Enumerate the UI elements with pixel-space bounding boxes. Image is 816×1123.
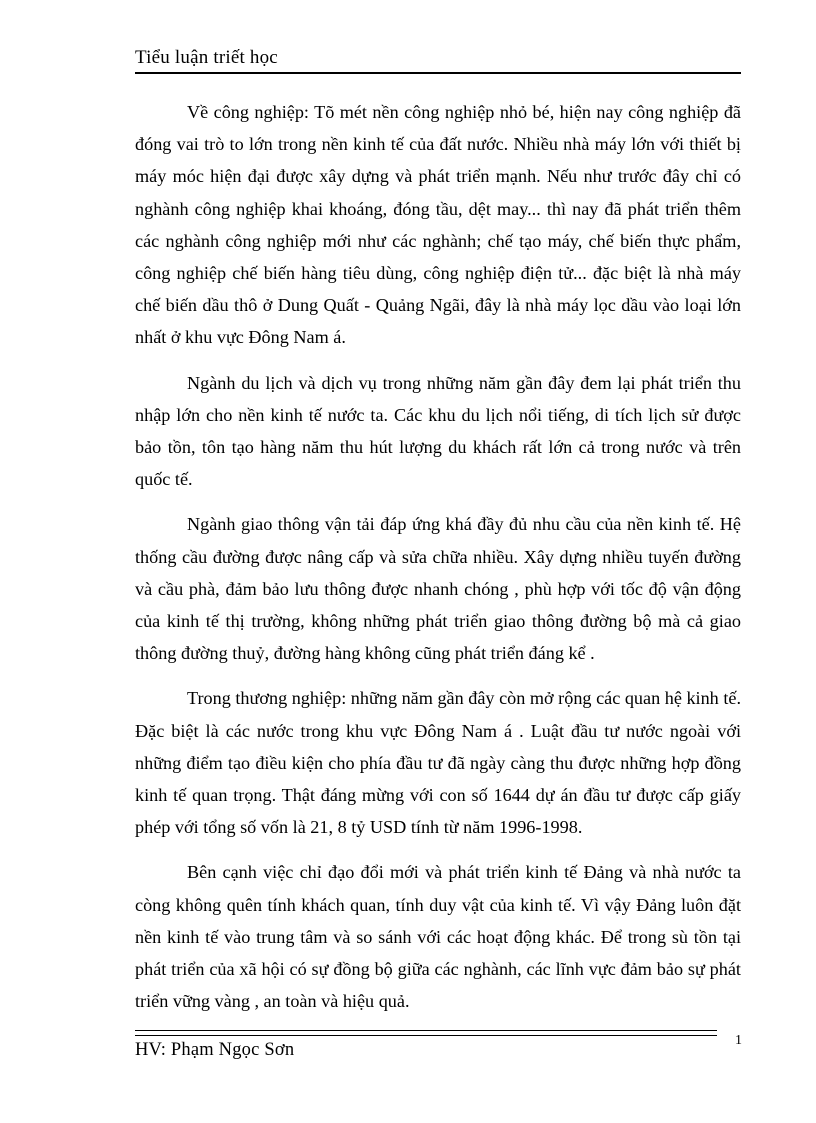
document-title: Tiểu luận triết học bbox=[135, 47, 278, 68]
paragraph-conclusion: Bên cạnh việc chỉ đạo đổi mới và phát triển kinh tế Đảng và nhà nước ta còng không quên tính khách quan, tính duy vật của kinh tế. Vì vậy Đảng luôn đặt nền kinh tế vào trung tâm và so sánh với các hoạt động khác. Để trong sù tồn tại phát triển của xã hội có sự đồng bộ giữa các nghành, các lĩnh vực đảm bảo sự phát triển vững vàng , an toàn và hiệu quả. bbox=[135, 862, 741, 1012]
paragraph-industry: Về công nghiệp: Tõ mét nền công nghiệp nhỏ bé, hiện nay công nghiệp đã đóng vai trò to lớn trong nền kinh tế của đất nước. Nhiều nhà máy lớn với thiết bị máy móc hiện đại được xây dựng và phát triển mạnh. Nếu như trước đây chỉ có nghành công nghiệp khai khoáng, đóng tầu, dệt may... thì nay đã phát triển thêm các nghành công nghiệp mới như các nghành; chế tạo máy, chế biến thực phẩm, công nghiệp chế biến hàng tiêu dùng, công nghiệp điện tử... đặc biệt là nhà máy chế biến dầu thô ở Dung Quất - Quảng Ngãi, đây là nhà máy lọc dầu vào loại lớn nhất ở khu vực Đông Nam á. bbox=[135, 102, 741, 348]
paragraph-tourism: Ngành du lịch và dịch vụ trong những năm gần đây đem lại phát triển thu nhập lớn cho nền kinh tế nước ta. Các khu du lịch nổi tiếng, di tích lịch sử được bảo tồn, tôn tạo hàng năm thu hút lượng du khách rất lớn cả trong nước và trên quốc tế. bbox=[135, 372, 741, 490]
paragraph-commerce: Trong thương nghiệp: những năm gần đây còn mở rộng các quan hệ kinh tế. Đặc biệt là các nước trong khu vực Đông Nam á . Luật đầu tư nước ngoài với những điểm tạo điều kiện cho phía đầu tư đã ngày càng thu được những hợp đồng kinh tế quan trọng. Thật đáng mừng với con số 1644 dự án đầu tư được cấp giấy phép với tổng số vốn là 21, 8 tỷ USD tính từ năm 1996-1998. bbox=[135, 688, 741, 838]
footer-author: HV: Phạm Ngọc Sơn bbox=[135, 1040, 295, 1060]
paragraph-transport: Ngành giao thông vận tải đáp ứng khá đầy đủ nhu cầu của nền kinh tế. Hệ thống cầu đường được nâng cấp và sửa chữa nhiều. Xây dựng nhiều tuyến đường và cầu phà, đảm bảo lưu thông được nhanh chóng , phù hợp với tốc độ vận động của kinh tế thị trường, không những phát triển giao thông đường bộ mà cả giao thông đường thuỷ, đường hàng không cũng phát triển đáng kể . bbox=[135, 514, 741, 664]
footer-divider bbox=[135, 1030, 717, 1036]
header-divider bbox=[135, 72, 741, 74]
body-text bbox=[135, 96, 741, 1030]
page-number: 1 bbox=[735, 1033, 742, 1048]
